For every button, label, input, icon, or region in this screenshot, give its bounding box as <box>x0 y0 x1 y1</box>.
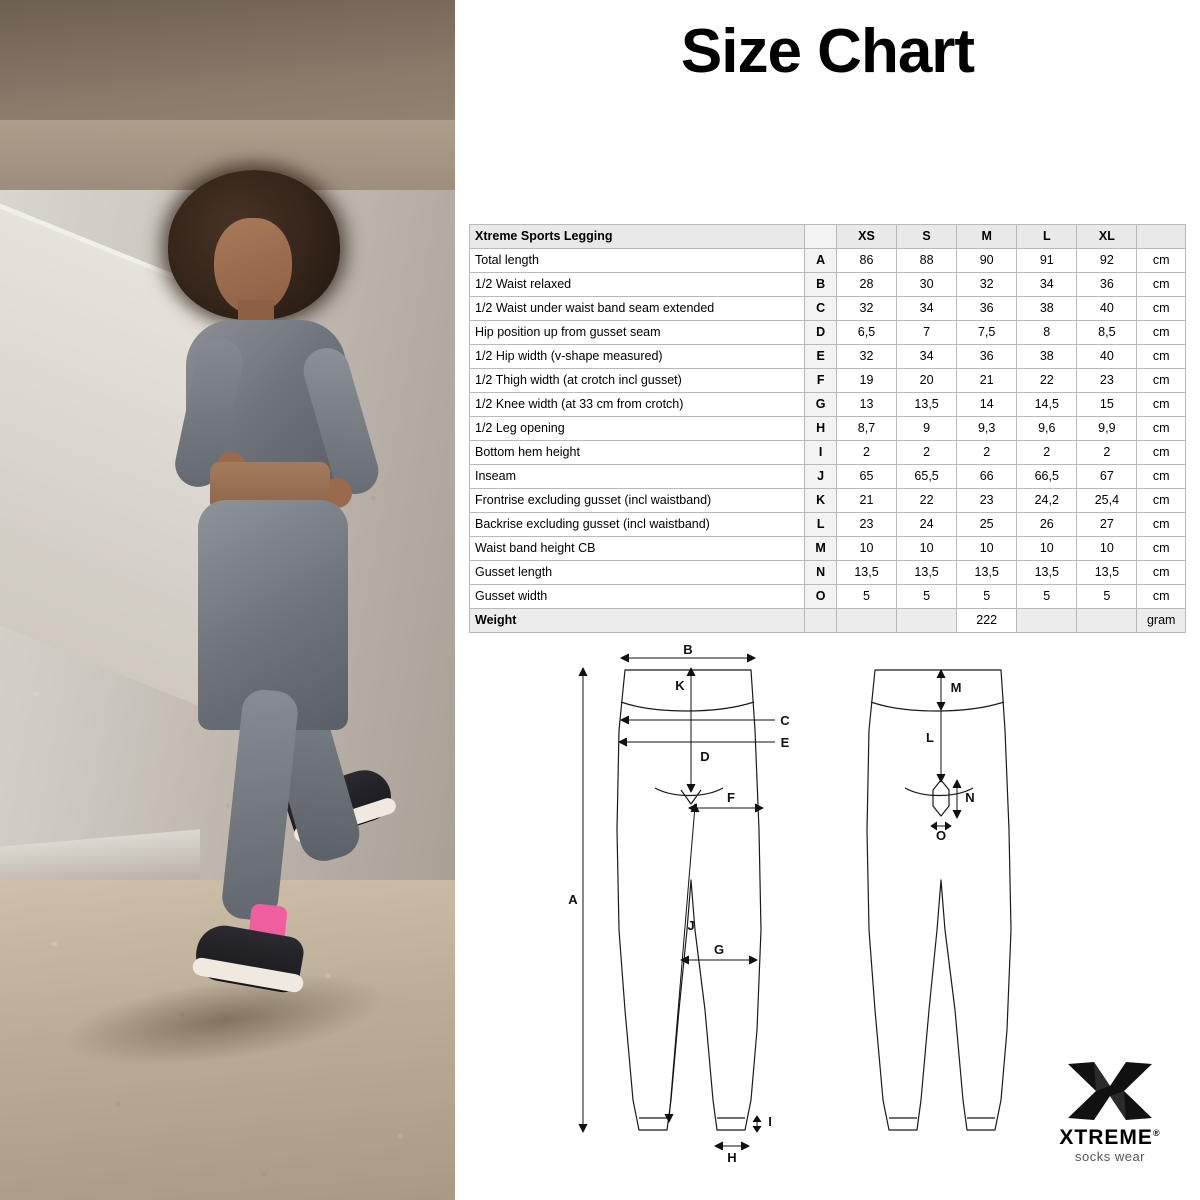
header-size-xs: XS <box>836 225 896 249</box>
header-letter <box>805 225 837 249</box>
label-C: C <box>780 713 790 728</box>
row-letter: O <box>805 585 837 609</box>
row-value-xs: 21 <box>836 489 896 513</box>
weight-letter <box>805 609 837 633</box>
row-value-m: 90 <box>957 249 1017 273</box>
row-label: 1/2 Hip width (v-shape measured) <box>470 345 805 369</box>
row-value-l: 14,5 <box>1017 393 1077 417</box>
label-N: N <box>965 790 975 805</box>
table-row <box>470 465 1186 489</box>
label-H: H <box>727 1150 737 1165</box>
row-unit: cm <box>1137 297 1186 321</box>
row-unit: cm <box>1137 369 1186 393</box>
row-value-xs: 13 <box>836 393 896 417</box>
brand-name-text: XTREME <box>1059 1126 1153 1149</box>
row-value-s: 13,5 <box>897 561 957 585</box>
back-hip-curve <box>905 788 973 796</box>
row-value-xl: 15 <box>1077 393 1137 417</box>
row-value-xs: 32 <box>836 297 896 321</box>
table-header-row <box>470 225 1186 249</box>
row-unit: cm <box>1137 249 1186 273</box>
row-value-xl: 36 <box>1077 273 1137 297</box>
row-value-l: 2 <box>1017 441 1077 465</box>
row-value-xs: 32 <box>836 345 896 369</box>
row-value-m: 23 <box>957 489 1017 513</box>
row-letter: D <box>805 321 837 345</box>
row-label: Hip position up from gusset seam <box>470 321 805 345</box>
front-waistband-seam <box>621 702 754 711</box>
row-value-m: 14 <box>957 393 1017 417</box>
row-value-l: 9,6 <box>1017 417 1077 441</box>
row-unit: cm <box>1137 585 1186 609</box>
xtreme-x-facet-1 <box>1094 1062 1110 1091</box>
row-letter: H <box>805 417 837 441</box>
row-unit: cm <box>1137 393 1186 417</box>
row-label: 1/2 Knee width (at 33 cm from crotch) <box>470 393 805 417</box>
dim-L-arrow <box>937 774 945 782</box>
table-row <box>470 321 1186 345</box>
row-unit: cm <box>1137 321 1186 345</box>
row-label: Bottom hem height <box>470 441 805 465</box>
label-J: J <box>687 918 695 933</box>
weight-label: Weight <box>470 609 805 633</box>
row-value-xl: 23 <box>1077 369 1137 393</box>
row-unit: cm <box>1137 513 1186 537</box>
row-unit: cm <box>1137 561 1186 585</box>
row-value-xl: 27 <box>1077 513 1137 537</box>
weight-value-l <box>1017 609 1077 633</box>
row-value-xl: 13,5 <box>1077 561 1137 585</box>
row-value-xs: 8,7 <box>836 417 896 441</box>
row-value-m: 36 <box>957 297 1017 321</box>
row-value-xs: 5 <box>836 585 896 609</box>
front-outline <box>617 670 761 1130</box>
row-value-xs: 19 <box>836 369 896 393</box>
row-value-l: 66,5 <box>1017 465 1077 489</box>
row-letter: A <box>805 249 837 273</box>
row-value-xl: 40 <box>1077 345 1137 369</box>
row-value-xs: 13,5 <box>836 561 896 585</box>
row-value-m: 66 <box>957 465 1017 489</box>
row-value-m: 10 <box>957 537 1017 561</box>
row-value-l: 10 <box>1017 537 1077 561</box>
row-value-l: 38 <box>1017 345 1077 369</box>
page-title: Size Chart <box>680 17 975 86</box>
row-value-l: 91 <box>1017 249 1077 273</box>
row-value-s: 22 <box>897 489 957 513</box>
header-product: Xtreme Sports Legging <box>470 225 805 249</box>
row-value-m: 32 <box>957 273 1017 297</box>
row-value-m: 13,5 <box>957 561 1017 585</box>
row-value-l: 13,5 <box>1017 561 1077 585</box>
row-value-s: 9 <box>897 417 957 441</box>
label-I: I <box>768 1114 772 1129</box>
header-size-m: M <box>957 225 1017 249</box>
label-K: K <box>675 678 685 693</box>
row-value-s: 5 <box>897 585 957 609</box>
row-letter: C <box>805 297 837 321</box>
row-label: 1/2 Thigh width (at crotch incl gusset) <box>470 369 805 393</box>
xtreme-mark-icon <box>1064 1058 1156 1124</box>
row-letter: I <box>805 441 837 465</box>
label-L: L <box>926 730 934 745</box>
table-row <box>470 345 1186 369</box>
row-label: Waist band height CB <box>470 537 805 561</box>
row-value-s: 10 <box>897 537 957 561</box>
row-value-s: 20 <box>897 369 957 393</box>
row-value-m: 36 <box>957 345 1017 369</box>
row-letter: L <box>805 513 837 537</box>
row-unit: cm <box>1137 417 1186 441</box>
row-value-xs: 6,5 <box>836 321 896 345</box>
front-hip-curve <box>655 788 723 796</box>
label-B: B <box>683 642 693 657</box>
weight-value-xl <box>1077 609 1137 633</box>
row-value-s: 88 <box>897 249 957 273</box>
row-value-xl: 10 <box>1077 537 1137 561</box>
header-size-l: L <box>1017 225 1077 249</box>
row-value-xl: 9,9 <box>1077 417 1137 441</box>
row-letter: N <box>805 561 837 585</box>
front-dimensions <box>579 654 775 1150</box>
row-value-s: 30 <box>897 273 957 297</box>
row-letter: G <box>805 393 837 417</box>
table-head <box>470 225 1186 249</box>
label-F: F <box>727 790 735 805</box>
row-letter: B <box>805 273 837 297</box>
row-value-xs: 10 <box>836 537 896 561</box>
lifestyle-photo <box>0 0 455 1200</box>
row-label: Frontrise excluding gusset (incl waistband) <box>470 489 805 513</box>
dim-E-arrow <box>619 738 627 746</box>
header-size-xl: XL <box>1077 225 1137 249</box>
row-value-l: 26 <box>1017 513 1077 537</box>
weight-value-s <box>897 609 957 633</box>
row-value-xl: 25,4 <box>1077 489 1137 513</box>
row-letter: E <box>805 345 837 369</box>
table-row <box>470 585 1186 609</box>
row-letter: K <box>805 489 837 513</box>
row-value-l: 8 <box>1017 321 1077 345</box>
dim-C-arrow <box>621 716 629 724</box>
row-value-s: 13,5 <box>897 393 957 417</box>
registered-mark: ® <box>1152 1128 1161 1138</box>
row-label: Gusset length <box>470 561 805 585</box>
label-G: G <box>713 942 725 957</box>
row-value-m: 9,3 <box>957 417 1017 441</box>
table-row <box>470 441 1186 465</box>
table-row <box>470 297 1186 321</box>
row-letter: F <box>805 369 837 393</box>
row-value-l: 38 <box>1017 297 1077 321</box>
brand-logo <box>1040 1058 1180 1178</box>
label-E: E <box>780 735 790 750</box>
table-row <box>470 489 1186 513</box>
row-value-xl: 5 <box>1077 585 1137 609</box>
row-letter: M <box>805 537 837 561</box>
table-row <box>470 393 1186 417</box>
row-value-s: 34 <box>897 345 957 369</box>
table-row-weight <box>470 609 1186 633</box>
row-value-m: 21 <box>957 369 1017 393</box>
row-value-xs: 65 <box>836 465 896 489</box>
row-unit: cm <box>1137 273 1186 297</box>
row-value-xl: 92 <box>1077 249 1137 273</box>
table-body <box>470 249 1186 633</box>
row-unit: cm <box>1137 537 1186 561</box>
header-unit <box>1137 225 1186 249</box>
label-D: D <box>700 749 710 764</box>
row-value-l: 5 <box>1017 585 1077 609</box>
row-unit: cm <box>1137 345 1186 369</box>
weight-value-m: 222 <box>957 609 1017 633</box>
front-view <box>617 670 761 1130</box>
brand-name <box>1040 1126 1180 1150</box>
row-value-xs: 28 <box>836 273 896 297</box>
row-label: 1/2 Waist under waist band seam extended <box>470 297 805 321</box>
row-value-l: 34 <box>1017 273 1077 297</box>
row-value-m: 7,5 <box>957 321 1017 345</box>
row-unit: cm <box>1137 489 1186 513</box>
xtreme-x-shape <box>1068 1062 1152 1120</box>
row-value-s: 34 <box>897 297 957 321</box>
back-view <box>867 670 1011 1130</box>
label-A: A <box>568 892 578 907</box>
row-unit: cm <box>1137 441 1186 465</box>
table-row <box>470 417 1186 441</box>
row-letter: J <box>805 465 837 489</box>
row-value-l: 22 <box>1017 369 1077 393</box>
row-value-m: 2 <box>957 441 1017 465</box>
label-O: O <box>935 828 947 843</box>
header-size-s: S <box>897 225 957 249</box>
table-row <box>470 561 1186 585</box>
table-row <box>470 369 1186 393</box>
row-unit: cm <box>1137 465 1186 489</box>
row-value-s: 7 <box>897 321 957 345</box>
table-row <box>470 513 1186 537</box>
row-label: Total length <box>470 249 805 273</box>
back-outline <box>867 670 1011 1130</box>
row-value-m: 25 <box>957 513 1017 537</box>
row-label: Inseam <box>470 465 805 489</box>
row-value-s: 2 <box>897 441 957 465</box>
row-value-s: 24 <box>897 513 957 537</box>
table-row <box>470 537 1186 561</box>
weight-value-xs <box>836 609 896 633</box>
row-value-xl: 8,5 <box>1077 321 1137 345</box>
weight-unit: gram <box>1137 609 1186 633</box>
xtreme-x-facet-2 <box>1110 1091 1126 1120</box>
label-M: M <box>950 680 962 695</box>
measurement-table <box>469 224 1186 633</box>
measurement-table-wrapper <box>469 224 1186 633</box>
row-value-xs: 86 <box>836 249 896 273</box>
row-value-xl: 40 <box>1077 297 1137 321</box>
row-label: Gusset width <box>470 585 805 609</box>
row-label: 1/2 Waist relaxed <box>470 273 805 297</box>
row-value-s: 65,5 <box>897 465 957 489</box>
row-label: 1/2 Leg opening <box>470 417 805 441</box>
brand-tagline: socks wear <box>1074 1149 1146 1164</box>
row-value-xl: 67 <box>1077 465 1137 489</box>
row-label: Backrise excluding gusset (incl waistband) <box>470 513 805 537</box>
table-row <box>470 249 1186 273</box>
back-gusset-shape <box>933 780 949 816</box>
dim-J-line <box>669 806 695 1120</box>
row-value-m: 5 <box>957 585 1017 609</box>
table-row <box>470 273 1186 297</box>
row-value-xs: 2 <box>836 441 896 465</box>
row-value-xl: 2 <box>1077 441 1137 465</box>
row-value-l: 24,2 <box>1017 489 1077 513</box>
row-value-xs: 23 <box>836 513 896 537</box>
